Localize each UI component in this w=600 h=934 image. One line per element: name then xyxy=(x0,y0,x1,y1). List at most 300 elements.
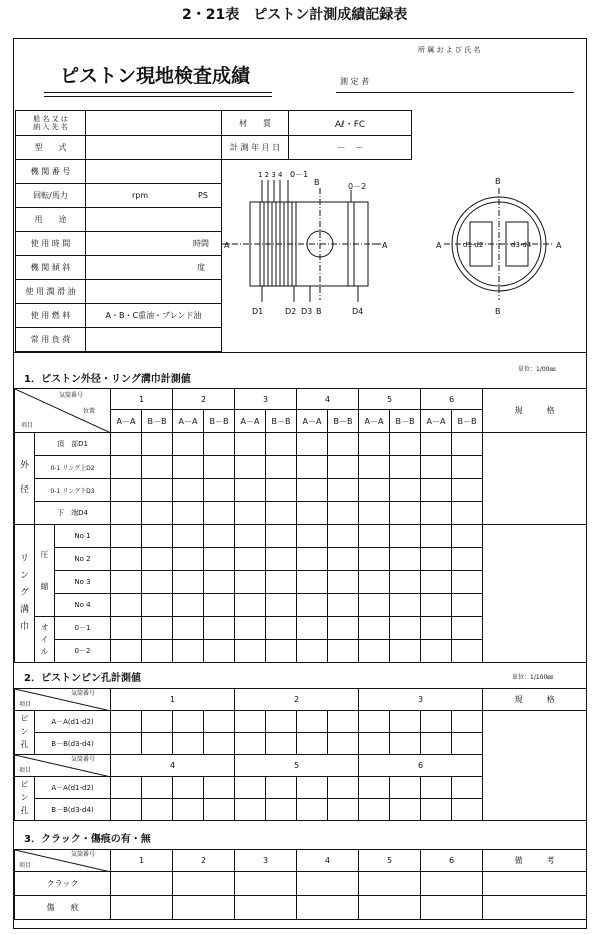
cell[interactable] xyxy=(111,799,142,821)
cell[interactable] xyxy=(359,479,390,502)
cell[interactable] xyxy=(359,617,390,640)
cell[interactable] xyxy=(359,594,390,617)
section2-table xyxy=(14,688,587,821)
cell[interactable] xyxy=(173,502,204,525)
label-b-top-side: B xyxy=(314,178,320,187)
remark-cell[interactable] xyxy=(483,896,587,920)
cell[interactable] xyxy=(111,571,142,594)
cell[interactable] xyxy=(328,456,359,479)
cell[interactable] xyxy=(421,799,452,821)
cell[interactable] xyxy=(421,571,452,594)
section3-cyl-4: 4 xyxy=(297,850,359,872)
section2-title: 2．ピストンピン孔計測値 xyxy=(24,673,141,684)
use-value[interactable] xyxy=(86,208,222,232)
cell[interactable] xyxy=(142,479,173,502)
cell[interactable] xyxy=(204,594,235,617)
cell[interactable] xyxy=(421,479,452,502)
cell[interactable] xyxy=(452,548,483,571)
ring-numbers: 1 2 3 4 xyxy=(258,171,283,179)
cell[interactable] xyxy=(142,571,173,594)
label-d1: D1 xyxy=(252,307,264,316)
cell[interactable] xyxy=(173,525,204,548)
cell[interactable] xyxy=(173,896,235,920)
cell[interactable] xyxy=(266,479,297,502)
date-label: 計 測 年 月 日 xyxy=(222,136,289,160)
cell[interactable] xyxy=(204,433,235,456)
cell[interactable] xyxy=(235,733,266,755)
cell[interactable] xyxy=(328,777,359,799)
section1-corner xyxy=(15,389,111,433)
cell[interactable] xyxy=(452,733,483,755)
cell[interactable] xyxy=(266,733,297,755)
cell[interactable] xyxy=(235,548,266,571)
cell[interactable] xyxy=(204,799,235,821)
cell[interactable] xyxy=(235,617,266,640)
hours-value[interactable]: 時間 xyxy=(86,232,222,256)
bb-header: B－B xyxy=(266,410,297,433)
cell[interactable] xyxy=(421,617,452,640)
cell[interactable] xyxy=(266,594,297,617)
cell[interactable] xyxy=(235,872,297,896)
pin-row-label: A－A(d1-d2) xyxy=(35,711,111,733)
oil-group-label: オ イ ル xyxy=(35,617,55,663)
cell[interactable] xyxy=(142,733,173,755)
section2-cyl-label: 気筒番号 xyxy=(71,690,96,697)
cell[interactable] xyxy=(111,640,142,663)
oil-row-label: 0－1 xyxy=(55,617,111,640)
groove-group-label: リ ン グ 溝 巾 xyxy=(15,525,35,663)
section2-cyl-5: 5 xyxy=(235,755,359,777)
lube-value[interactable] xyxy=(86,280,222,304)
cell[interactable] xyxy=(359,525,390,548)
cell[interactable] xyxy=(142,799,173,821)
ab-header: A－A xyxy=(421,410,452,433)
section1-title: 1．ピストン外径・リング溝巾計測値 xyxy=(24,374,191,385)
cell[interactable] xyxy=(452,502,483,525)
cell[interactable] xyxy=(173,799,204,821)
cell[interactable] xyxy=(328,640,359,663)
scar-row-label: 傷 痕 xyxy=(15,896,111,920)
cell[interactable] xyxy=(235,456,266,479)
cell[interactable] xyxy=(297,479,328,502)
cell[interactable] xyxy=(266,640,297,663)
heading-underline xyxy=(44,92,272,97)
pin-group-label: ピ ン 孔 xyxy=(15,777,35,821)
cell[interactable] xyxy=(266,777,297,799)
cell[interactable] xyxy=(297,777,328,799)
cell[interactable] xyxy=(328,594,359,617)
press-row-label: No 4 xyxy=(55,594,111,617)
label-a-left-plan: A xyxy=(436,241,442,250)
cell[interactable] xyxy=(452,525,483,548)
cell[interactable] xyxy=(142,640,173,663)
cell[interactable] xyxy=(173,456,204,479)
cell[interactable] xyxy=(204,571,235,594)
section3-item-label: 項目 xyxy=(19,862,32,869)
spec-cell-pin[interactable] xyxy=(483,711,587,821)
cell[interactable] xyxy=(235,479,266,502)
cell[interactable] xyxy=(204,456,235,479)
cell[interactable] xyxy=(266,456,297,479)
cell[interactable] xyxy=(204,777,235,799)
cell[interactable] xyxy=(359,733,390,755)
cell[interactable] xyxy=(111,502,142,525)
section3-cyl-2: 2 xyxy=(173,850,235,872)
cell[interactable] xyxy=(297,548,328,571)
cell[interactable] xyxy=(111,433,142,456)
inspector-label: 測 定 者 xyxy=(340,77,370,86)
section1-cyl-3: 3 xyxy=(235,389,297,410)
cell[interactable] xyxy=(235,502,266,525)
cell[interactable] xyxy=(235,799,266,821)
cell[interactable] xyxy=(421,502,452,525)
cell[interactable] xyxy=(142,594,173,617)
cell[interactable] xyxy=(390,479,421,502)
fuel-value: A・B・C重油・ブレンド油 xyxy=(86,304,222,328)
section2-corner-b xyxy=(15,755,111,777)
cell[interactable] xyxy=(266,525,297,548)
cell[interactable] xyxy=(266,548,297,571)
cell[interactable] xyxy=(390,640,421,663)
section1-cyl-2: 2 xyxy=(173,389,235,410)
section2-item-label: 項目 xyxy=(19,767,32,774)
cell[interactable] xyxy=(297,640,328,663)
cell[interactable] xyxy=(297,456,328,479)
cell[interactable] xyxy=(204,502,235,525)
cell[interactable] xyxy=(421,640,452,663)
pin-row-label: A－A(d1-d2) xyxy=(35,777,111,799)
cell[interactable] xyxy=(204,548,235,571)
cell[interactable] xyxy=(452,594,483,617)
cell[interactable] xyxy=(142,525,173,548)
cell[interactable] xyxy=(452,640,483,663)
cell[interactable] xyxy=(111,896,173,920)
ab-header: A－A xyxy=(235,410,266,433)
cell[interactable] xyxy=(359,799,390,821)
speed-value[interactable] xyxy=(86,184,222,208)
cell[interactable] xyxy=(173,479,204,502)
cell[interactable] xyxy=(421,777,452,799)
cell[interactable] xyxy=(297,594,328,617)
cell[interactable] xyxy=(359,571,390,594)
cell[interactable] xyxy=(297,733,328,755)
cell[interactable] xyxy=(173,571,204,594)
label-a-left-side: A xyxy=(224,241,230,250)
cell[interactable] xyxy=(204,640,235,663)
cell[interactable] xyxy=(359,456,390,479)
cell[interactable] xyxy=(452,433,483,456)
section3-cyl-5: 5 xyxy=(359,850,421,872)
cell[interactable] xyxy=(421,896,483,920)
cell[interactable] xyxy=(235,433,266,456)
section2-cyl-2: 2 xyxy=(235,689,359,711)
ship-value[interactable] xyxy=(86,111,222,136)
outer-row-label: 頂 部D1 xyxy=(35,433,111,456)
cell[interactable] xyxy=(359,872,421,896)
cell[interactable] xyxy=(390,733,421,755)
cell[interactable] xyxy=(328,525,359,548)
cell[interactable] xyxy=(452,479,483,502)
cell[interactable] xyxy=(359,711,390,733)
section3-table xyxy=(14,849,587,920)
cell[interactable] xyxy=(328,711,359,733)
cell[interactable] xyxy=(390,594,421,617)
cell[interactable] xyxy=(359,896,421,920)
bb-header: B－B xyxy=(390,410,421,433)
section3-title: 3．クラック・傷痕の有・無 xyxy=(24,834,151,845)
section1-divider xyxy=(14,352,586,353)
type-value[interactable] xyxy=(86,136,222,160)
section3-corner xyxy=(15,850,111,872)
cell[interactable] xyxy=(359,640,390,663)
cell[interactable] xyxy=(173,548,204,571)
cell[interactable] xyxy=(421,711,452,733)
material-value: Aℓ・FC xyxy=(289,111,412,136)
section3-cyl-1: 1 xyxy=(111,850,173,872)
cell[interactable] xyxy=(173,711,204,733)
cell[interactable] xyxy=(173,872,235,896)
cell[interactable] xyxy=(452,617,483,640)
hours-label: 使 用 時 間 xyxy=(16,232,86,256)
section1-cyl-1: 1 xyxy=(111,389,173,410)
bb-header: B－B xyxy=(204,410,235,433)
cell[interactable] xyxy=(173,433,204,456)
press-row-label: No 2 xyxy=(55,548,111,571)
label-b-top-plan: B xyxy=(495,177,501,186)
rpm-unit: rpm xyxy=(132,191,149,200)
section3-cyl-label: 気筒番号 xyxy=(71,851,96,858)
cell[interactable] xyxy=(328,571,359,594)
cell[interactable] xyxy=(297,896,359,920)
crack-row-label: クラック xyxy=(15,872,111,896)
info-table-left xyxy=(15,110,222,352)
label-o1: 0－1 xyxy=(290,170,309,179)
outer-row-label: 0-1 リング上D2 xyxy=(35,456,111,479)
section1-unit: 単位：1/00㎜ xyxy=(518,366,556,373)
cell[interactable] xyxy=(142,502,173,525)
section1-cyl-6: 6 xyxy=(421,389,483,410)
outer-row-label: 下 端D4 xyxy=(35,502,111,525)
cell[interactable] xyxy=(142,548,173,571)
cell[interactable] xyxy=(204,617,235,640)
cell[interactable] xyxy=(452,456,483,479)
press-row-label: No 1 xyxy=(55,525,111,548)
label-d12: d1-d2 xyxy=(463,241,484,249)
cell[interactable] xyxy=(452,571,483,594)
section2-unit: 単位：1/100㎜ xyxy=(512,674,554,681)
incline-value[interactable]: 度 xyxy=(86,256,222,280)
cell[interactable] xyxy=(390,502,421,525)
cell[interactable] xyxy=(390,799,421,821)
incline-label: 機 関 傾 斜 xyxy=(16,256,86,280)
info-table-right xyxy=(221,110,412,160)
engine-no-label: 機 関 番 号 xyxy=(16,160,86,184)
section3-cyl-6: 6 xyxy=(421,850,483,872)
cell[interactable] xyxy=(359,777,390,799)
cell[interactable] xyxy=(111,617,142,640)
spec-cell-outer[interactable] xyxy=(483,433,587,525)
section1-item-label: 項目 xyxy=(21,422,34,429)
cell[interactable] xyxy=(173,777,204,799)
cell[interactable] xyxy=(421,433,452,456)
section2-spec-header: 規 格 xyxy=(483,689,587,711)
section1-spec-header: 規 格 xyxy=(483,389,587,433)
cell[interactable] xyxy=(111,711,142,733)
cell[interactable] xyxy=(297,799,328,821)
label-a-right-side: A xyxy=(382,241,388,250)
inspector-line xyxy=(336,92,574,93)
cell[interactable] xyxy=(328,433,359,456)
cell[interactable] xyxy=(421,594,452,617)
cell[interactable] xyxy=(390,777,421,799)
cell[interactable] xyxy=(266,617,297,640)
section2-cyl-4: 4 xyxy=(111,755,235,777)
cell[interactable] xyxy=(297,711,328,733)
cell[interactable] xyxy=(142,617,173,640)
cell[interactable] xyxy=(297,872,359,896)
cell[interactable] xyxy=(297,525,328,548)
cell[interactable] xyxy=(142,456,173,479)
cell[interactable] xyxy=(359,548,390,571)
cell[interactable] xyxy=(266,433,297,456)
ab-header: A－A xyxy=(111,410,142,433)
cell[interactable] xyxy=(111,456,142,479)
cell[interactable] xyxy=(235,525,266,548)
cell[interactable] xyxy=(328,799,359,821)
cell[interactable] xyxy=(390,548,421,571)
cell[interactable] xyxy=(111,594,142,617)
cell[interactable] xyxy=(204,479,235,502)
cell[interactable] xyxy=(142,433,173,456)
label-o2: 0－2 xyxy=(348,182,367,191)
bb-header: B－B xyxy=(328,410,359,433)
cell[interactable] xyxy=(111,733,142,755)
section1-table xyxy=(14,388,587,663)
cell[interactable] xyxy=(297,571,328,594)
cell[interactable] xyxy=(328,548,359,571)
cell[interactable] xyxy=(266,571,297,594)
section1-cyl-4: 4 xyxy=(297,389,359,410)
page-title: 2・21表 ピストン計測成績記録表 xyxy=(182,7,408,23)
use-label: 用 途 xyxy=(16,208,86,232)
cell[interactable] xyxy=(204,733,235,755)
cell[interactable] xyxy=(359,433,390,456)
cell[interactable] xyxy=(421,548,452,571)
cell[interactable] xyxy=(452,777,483,799)
bb-header: B－B xyxy=(452,410,483,433)
cell[interactable] xyxy=(111,872,173,896)
piston-diagram xyxy=(222,168,582,323)
section1-pos-label: 位置 xyxy=(83,408,96,415)
cell[interactable] xyxy=(173,617,204,640)
cell[interactable] xyxy=(235,777,266,799)
form-heading: ピストン現地検査成績 xyxy=(60,65,251,87)
cell[interactable] xyxy=(235,640,266,663)
section2-cyl-3: 3 xyxy=(359,689,483,711)
label-b-bottom-side: B xyxy=(316,307,322,316)
cell[interactable] xyxy=(390,525,421,548)
remark-cell[interactable] xyxy=(483,872,587,896)
cell[interactable] xyxy=(297,433,328,456)
lube-label: 使 用 潤 滑 油 xyxy=(16,280,86,304)
load-value[interactable] xyxy=(86,328,222,352)
cell[interactable] xyxy=(297,502,328,525)
cell[interactable] xyxy=(390,617,421,640)
pin-row-label: B－B(d3-d4) xyxy=(35,799,111,821)
cell[interactable] xyxy=(111,525,142,548)
cell[interactable] xyxy=(235,571,266,594)
cell[interactable] xyxy=(266,799,297,821)
cell[interactable] xyxy=(390,433,421,456)
cell[interactable] xyxy=(421,733,452,755)
cell[interactable] xyxy=(142,777,173,799)
ab-header: A－A xyxy=(173,410,204,433)
cell[interactable] xyxy=(359,502,390,525)
cell[interactable] xyxy=(328,502,359,525)
cell[interactable] xyxy=(390,456,421,479)
ab-header: A－A xyxy=(297,410,328,433)
spec-cell-groove[interactable] xyxy=(483,525,587,663)
press-row-label: No 3 xyxy=(55,571,111,594)
cell[interactable] xyxy=(235,594,266,617)
pin-row-label: B－B(d3-d4) xyxy=(35,733,111,755)
section1-cyl-5: 5 xyxy=(359,389,421,410)
cell[interactable] xyxy=(111,548,142,571)
outer-row-label: 0-1 リング下D3 xyxy=(35,479,111,502)
section2-cyl-label: 気筒番号 xyxy=(71,756,96,763)
table-row xyxy=(15,872,587,896)
bb-header: B－B xyxy=(142,410,173,433)
cell[interactable] xyxy=(266,711,297,733)
label-d3: D3 xyxy=(301,307,313,316)
cell[interactable] xyxy=(111,479,142,502)
cell[interactable] xyxy=(142,711,173,733)
cell[interactable] xyxy=(235,896,297,920)
cell[interactable] xyxy=(328,733,359,755)
ab-header: A－A xyxy=(359,410,390,433)
cell[interactable] xyxy=(421,525,452,548)
cell[interactable] xyxy=(452,711,483,733)
section1-cyl-label: 気筒番号 xyxy=(59,392,84,399)
cell[interactable] xyxy=(204,711,235,733)
cell[interactable] xyxy=(173,733,204,755)
type-label: 型 式 xyxy=(16,136,86,160)
cell[interactable] xyxy=(235,711,266,733)
cell[interactable] xyxy=(421,872,483,896)
cell[interactable] xyxy=(421,456,452,479)
cell[interactable] xyxy=(173,594,204,617)
ps-unit: PS xyxy=(198,191,208,200)
cell[interactable] xyxy=(390,571,421,594)
label-d2: D2 xyxy=(285,307,297,316)
cell[interactable] xyxy=(204,525,235,548)
cell[interactable] xyxy=(111,777,142,799)
cell[interactable] xyxy=(390,711,421,733)
ship-label: 船 名 又 は 納 入 先 名 xyxy=(16,111,86,136)
cell[interactable] xyxy=(173,640,204,663)
material-label: 材 質 xyxy=(222,111,289,136)
section2-cyl-6: 6 xyxy=(359,755,483,777)
cell[interactable] xyxy=(266,502,297,525)
section2-cyl-1: 1 xyxy=(111,689,235,711)
label-d4: D4 xyxy=(352,307,364,316)
engine-no-value[interactable] xyxy=(86,160,222,184)
cell[interactable] xyxy=(452,799,483,821)
cell[interactable] xyxy=(328,479,359,502)
cell[interactable] xyxy=(297,617,328,640)
section3-remark-header: 備 考 xyxy=(483,850,587,872)
cell[interactable] xyxy=(328,617,359,640)
